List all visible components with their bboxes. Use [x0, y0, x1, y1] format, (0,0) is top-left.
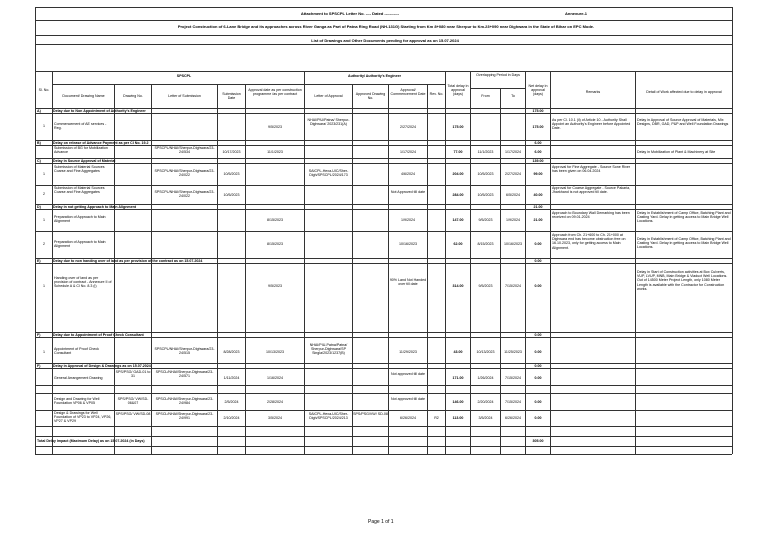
row-f1-doc: Appointment of Proof Check Consultant: [54, 347, 99, 356]
row-e1-sl: 1: [43, 284, 45, 288]
col-letter-app: Letter of Approval: [314, 94, 343, 98]
row-g3-comm: 6/26/2024: [400, 416, 416, 420]
row-d2-to: 10/16/2023: [504, 242, 522, 246]
col-rev: Rev. No.: [429, 92, 444, 96]
row-d1-to: 1/9/2024: [506, 218, 520, 222]
row-a1-total: 175.00: [452, 125, 464, 129]
row-g3-app-date: 3/5/2024: [268, 416, 282, 420]
row-e1-comm: 90% Land Not Handed over till date: [389, 278, 427, 287]
row-f1-sub-date: 8/28/2023: [223, 350, 240, 354]
row-c2-doc: Submission of Material Sources Coarse and Fine Aggregates: [54, 186, 105, 195]
row-d2-comm: 10/16/2023: [399, 242, 417, 246]
row-e1-from: 9/5/2023: [478, 284, 493, 288]
row-d2-doc: Preparation of Approach to Main Alignment: [54, 240, 106, 249]
row-f1-comm: 11/29/2023: [399, 350, 417, 354]
row-g1-to: 7/15/2024: [505, 376, 521, 380]
row-e1-total: 314.00: [452, 284, 464, 288]
total-label: Total Delay Impact (Maximum Delay) as on 15.07.2024 (in Days): [37, 439, 145, 443]
row-g2-net: 0.00: [534, 400, 542, 404]
row-g1-drawing-no: SPS/PSG/ GAD-01 to 31: [115, 370, 151, 379]
section-f-net: 0.00: [534, 333, 542, 337]
row-d1-net: 21.00: [533, 218, 543, 222]
row-b1-to: 1/17/2024: [505, 150, 521, 154]
row-g3-to: 6/26/2024: [505, 416, 521, 420]
section-d-net: 21.00: [533, 205, 543, 209]
row-g2-comm: Not approved till date: [391, 397, 425, 401]
row-a1-sl: 1: [43, 124, 45, 128]
row-f1-letter-app: NHAI/PIU-Patna/Patna/ Sherpur-Dighwara/SP Singla/2023/1237(B): [309, 343, 348, 356]
row-g2-sub-date: 2/5/2024: [224, 400, 239, 404]
col-group-authority: Authority/ Authority's Engineer: [347, 74, 402, 78]
row-c1-to: 2/27/2024: [505, 172, 521, 176]
section-a-label: A): [37, 109, 41, 113]
section-f-title: Delay due to Appointment of Proof Check Consultant: [53, 333, 144, 337]
annexure-label: Annexure-1: [565, 12, 588, 16]
section-d-label: D): [37, 205, 41, 209]
row-b1-comm: 1/17/2024: [400, 150, 416, 154]
list-title: List of Drawings and Other Documents pending for approval as on 15.07.2024: [311, 39, 459, 43]
section-d-title: Delay in not getting Approach to Main Alignment: [53, 205, 136, 209]
row-b1-detail: Delay in Mobilization of Plant & Machinery at Site: [637, 150, 716, 154]
row-f1-letter-sub: SPSCPL/NHAI/Sherpur-Dighwara/23-24/515: [154, 347, 215, 356]
row-c2-letter-sub: SPSCPL/NHAI/Sherpur-Dighwara/23-24/022: [154, 190, 215, 199]
row-f1-from: 10/13/2023: [476, 350, 495, 354]
section-b-net: 6.00: [534, 141, 542, 145]
row-c2-net: 40.00: [533, 193, 543, 197]
row-g2-app-date: 2/28/2024: [267, 400, 283, 404]
row-c2-sl: 2: [43, 192, 45, 196]
row-d1-doc: Preparation of Approach to Main Alignment: [54, 215, 106, 224]
row-e1-net: 0.00: [534, 284, 542, 288]
row-c2-comm: Not Approved till date: [390, 190, 426, 194]
section-f2-label: F): [37, 364, 41, 368]
row-g1-doc: General Arrangement Drawing: [54, 376, 103, 380]
section-a-title: Delay due to Non Appointment of Authority's Engineer: [53, 109, 146, 113]
col-detail: Detail of Work affected due to delay in approval: [646, 90, 722, 94]
attachment-line: Attachment to SPSCPL Letter No. ---- Dated -----------: [300, 12, 400, 16]
row-g1-app-date: 1/16/2024: [267, 376, 283, 380]
row-c1-remarks: Approval for Fine Aggregate - Source Sone River has been given on 06.04.2024: [552, 165, 631, 174]
row-f1-to: 11/25/2023: [504, 350, 522, 354]
col-app-drawing: Approved Drawing No.: [355, 92, 386, 101]
row-d1-comm: 1/9/2024: [401, 218, 415, 222]
row-a1-remarks: As per Cl. 10.1 (ii) of Article 10 - Authority Shall Appoint an Authority's Engineer before Appointed Date.: [552, 118, 631, 131]
row-b1-from: 11/1/2023: [477, 150, 494, 154]
row-d2-from: 8/15/2023: [477, 242, 494, 246]
row-e1-detail: Delay in Start of Construction activities at Box Culverts, VUP, LVUP, MNB, Main Bridge & Viaduct Well Locations. Out of 14500 Meter Project Length, only 1080 Meter Length is available with the Contractor for Construction works.: [637, 270, 728, 291]
row-b1-sub-date: 10/17/2023: [222, 150, 241, 154]
row-g1-letter-sub: SPSCL/NHAI/Sherpur-Dighwara/23-24/571: [155, 370, 214, 379]
row-g3-letter-sub: SPSCL/NHAI/Sherpur-Dighwara/23-24/991: [155, 412, 214, 421]
row-g1-total: 171.00: [452, 376, 464, 380]
row-c2-total: 284.00: [452, 193, 464, 197]
col-total-delay: Total delay in approval (days): [447, 84, 469, 97]
row-d2-net: 0.00: [534, 242, 542, 246]
col-overlap: Overlapping Period in Days: [476, 73, 520, 77]
section-c-label: C): [37, 159, 41, 163]
col-from: From: [481, 94, 490, 98]
row-g3-drawing-no: SPS/PSG/ VW/SD-08: [115, 412, 151, 416]
row-g2-total: 146.00: [452, 400, 464, 404]
section-f2-title: Delay in Approval of Design & Drawings as on 15.07.2024: [53, 364, 151, 368]
row-g1-comm: Not approved till date: [391, 372, 425, 376]
row-g3-sub-date: 2/10/2024: [223, 416, 240, 420]
row-b1-doc: Submission of BG for Mobilization Advance: [54, 146, 108, 155]
row-c2-from: 10/5/2023: [477, 193, 494, 197]
row-e1-app-date: 9/5/2023: [268, 284, 282, 288]
row-d1-sl: 1: [43, 218, 45, 222]
row-e1-to: 7/15/2024: [505, 284, 521, 288]
row-g1-net: 0.00: [534, 376, 542, 380]
row-b1-app-date: 11/1/2023: [267, 150, 283, 154]
section-f-label: F): [37, 333, 41, 337]
page-footer: Page 1 of 1: [368, 519, 394, 525]
section-c-title: Delay in Source Approval of Material: [53, 159, 116, 163]
project-title: Project Construction of 6-Lane Bridge and its approaches across River Ganga as Part of Patna Ring Road (NH-131G) Starting from Km 8+080 near Sherpur to Km.23+090 near Dighwara in the State of Bihar on EPC Mode.: [177, 25, 595, 29]
col-sub-date: Submission Date: [222, 92, 241, 101]
row-g3-app-drawing: SPS/PSG/VW/ SD-08: [353, 412, 388, 416]
section-b-label: B): [37, 141, 41, 145]
row-d1-detail: Delay in Establishment of Camp Office, Batching Plant and Casting Yard. Delay in getting access to Main Bridge Well Locations.: [637, 211, 731, 224]
row-c1-comm: 4/6/2024: [401, 172, 415, 176]
row-g2-to: 7/15/2024: [505, 400, 521, 404]
row-c1-doc: Submission of Material Sources Coarse and Fine Aggregates: [54, 165, 105, 174]
col-letter-sub: Letter of Submission: [168, 94, 201, 98]
row-a1-comm: 2/27/2024: [400, 125, 416, 129]
col-approval-comm: Approval/ Commencement Date: [390, 88, 426, 97]
section-b-title: Delay on release of Advance Payment as per Cl No. 19.2: [53, 141, 149, 145]
row-d2-detail: Delay in Establishment of Camp Office, Batching Plant and Casting Yard. Delay in getting access to Main Bridge Well Locations.: [637, 237, 731, 250]
section-c-net: 139.00: [532, 159, 544, 163]
row-b1-net: 6.00: [534, 150, 542, 154]
row-g3-rev: R2: [434, 416, 439, 420]
row-g3-from: 3/5/2024: [478, 416, 493, 420]
row-d1-app-date: 8/15/2023: [267, 218, 283, 222]
col-to: To: [511, 94, 515, 98]
row-g3-net: 0.00: [534, 416, 542, 420]
col-drawing-no: Drawing No.: [123, 94, 143, 98]
row-a1-doc: Commencement of AE services - Reg.: [54, 122, 107, 131]
col-sl: Sl. No.: [38, 88, 50, 92]
row-c1-from: 10/5/2023: [477, 172, 494, 176]
row-d1-from: 9/5/2023: [478, 218, 493, 222]
row-f1-total: 43.00: [453, 350, 463, 354]
col-net-delay: Net delay in approval (days): [528, 84, 548, 97]
row-e1-doc: Handing over of land as per provision of contract - Annexure II of Schedule A & Cl No. 8.3 (i): [54, 276, 112, 289]
row-d2-sl: 2: [43, 242, 45, 246]
row-c1-letter-sub: SPSCPL/NHAI/Sherpur-Dighwara/23-24/022: [154, 169, 215, 178]
row-c1-letter-app: SAICPL-Hexa-UIC/Sher-Digh/SPSCPL/2024/173: [308, 169, 349, 178]
section-f2-net: 0.00: [534, 364, 542, 368]
row-g1-sub-date: 1/11/2024: [223, 376, 240, 380]
row-d2-remarks: Approach from Ch. 21+600 to Ch. 21+000 at Dighwara end has become obstruction free on 16.10.2023, only for getting access to Main Alignment.: [552, 233, 626, 250]
row-a1-detail: Delay in Approval of Source Approval of Materials, Mix Designs, DBR, GAD, P&P and Well Foundation Drawings: [637, 118, 729, 127]
row-g2-from: 2/20/2024: [477, 400, 494, 404]
row-c1-sl: 1: [43, 172, 45, 176]
row-g2-letter-sub: SPSCL/NHAI/Sherpur-Dighwara/23-24/984: [155, 397, 214, 406]
row-g3-doc: Design & Drawings for Well Foundation of VP23 to VP24, VP26, VP27 & VP29: [54, 411, 112, 424]
total-value: 305.00: [532, 439, 544, 443]
row-a1-letter-app: NHAI/PIU/Patna/ Sherpur-Dighwara/ 2023/231(A): [307, 118, 350, 127]
row-c2-remarks: Approval for Coarse Aggregate - Source Pakaria, Jharkhand is not approved till date.: [552, 186, 631, 195]
row-b1-total: 77.00: [453, 150, 463, 154]
col-group-spscpl: SPSCPL: [176, 74, 192, 78]
row-d2-total: 62.00: [453, 242, 463, 246]
section-e-net: 0.00: [534, 259, 542, 263]
row-g2-doc: Design and Drawing for Well Foundation VP06 & VP05: [54, 397, 100, 406]
row-a1-net: 175.00: [532, 125, 544, 129]
row-g2-drawing-no: SPS/PSG/ VW/SD-06&07: [117, 397, 149, 406]
col-approval-date: Approval date as per construction programme /as per contract: [248, 88, 302, 97]
row-g3-letter-app: SAICPL-Hexa-UIC/Sher-Digh/SPSCPL/2024/213: [308, 412, 349, 421]
section-e-title: Delay due to non handing over of land as per provision of the contract as on 15.07.2024: [53, 259, 203, 263]
row-g3-total: 113.00: [452, 416, 464, 420]
row-c2-to: 6/5/2024: [506, 193, 520, 197]
row-a1-app-date: 9/5/2023: [268, 125, 282, 129]
row-f1-sl: 1: [43, 350, 45, 354]
row-c1-net: 99.00: [533, 172, 543, 176]
row-d1-total: 147.00: [452, 218, 464, 222]
row-b1-letter-sub: SPSCPL/NHAI/Sherpur-Dighwara/23-24/534: [154, 146, 215, 155]
row-c2-sub-date: 10/5/2023: [223, 193, 240, 197]
col-doc: Document/ Drawing Name: [62, 94, 105, 98]
row-f1-app-date: 10/13/2023: [266, 350, 284, 354]
row-c1-total: 204.00: [452, 172, 464, 176]
row-d2-app-date: 8/15/2023: [267, 242, 283, 246]
section-e-label: E): [37, 259, 41, 263]
row-c1-sub-date: 10/5/2023: [223, 172, 240, 176]
row-g1-from: 1/26/2024: [477, 376, 494, 380]
row-f1-net: 0.00: [534, 350, 542, 354]
col-remarks: Remarks: [585, 90, 601, 94]
section-a-net: 175.00: [532, 109, 544, 113]
row-d1-remarks: Approach to Boundary Wall Demarking has been received on 09.01.2024: [552, 211, 630, 220]
